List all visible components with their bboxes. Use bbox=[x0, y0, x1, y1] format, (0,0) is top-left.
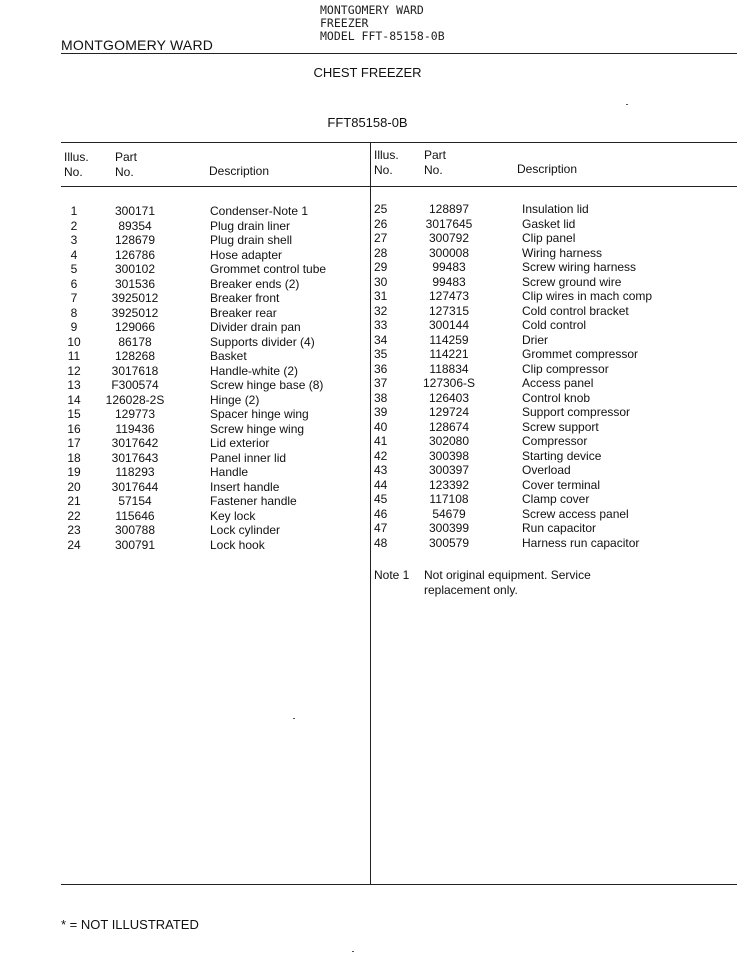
part-description: Compressor bbox=[522, 434, 588, 448]
part-description: Lock cylinder bbox=[210, 523, 281, 537]
part-number: 300399 bbox=[428, 521, 470, 535]
illus-number: 11 bbox=[67, 349, 81, 363]
scan-speck bbox=[626, 104, 628, 105]
part-number: 117108 bbox=[429, 492, 469, 506]
part-description: Breaker front bbox=[210, 291, 280, 305]
illus-number: 48 bbox=[374, 535, 388, 550]
note-label: Note 1 bbox=[374, 568, 410, 582]
part-description: Cover terminal bbox=[522, 477, 601, 492]
illus-number: 17 bbox=[67, 436, 81, 450]
part-number: 128674 bbox=[428, 419, 470, 434]
part-description: Condenser-Note 1 bbox=[210, 204, 309, 218]
illus-number: 19 bbox=[67, 465, 81, 479]
part-description: Screw wiring harness bbox=[522, 260, 637, 274]
part-number: 3017642 bbox=[111, 436, 159, 450]
part-column-left bbox=[100, 204, 170, 552]
illus-number: 2 bbox=[70, 218, 78, 233]
illus-number: 21 bbox=[67, 494, 81, 508]
part-number: 300171 bbox=[114, 204, 156, 218]
illus-number: 27 bbox=[374, 231, 388, 245]
part-number: 126028-2S bbox=[105, 392, 165, 407]
part-number: 3925012 bbox=[111, 291, 159, 305]
illus-number: 9 bbox=[70, 320, 78, 334]
part-number: 300792 bbox=[428, 231, 470, 245]
part-number: 123392 bbox=[428, 477, 470, 492]
part-column-right bbox=[412, 202, 486, 550]
header-description-left: Description bbox=[209, 164, 270, 178]
illus-number: 45 bbox=[374, 492, 388, 506]
part-description: Breaker rear bbox=[210, 305, 277, 320]
description-column-right bbox=[522, 202, 652, 550]
part-number: 3017645 bbox=[425, 216, 473, 231]
illus-number: 31 bbox=[374, 289, 388, 303]
part-number: 300791 bbox=[114, 537, 156, 552]
part-description: Divider drain pan bbox=[210, 320, 301, 334]
part-description: Supports divider (4) bbox=[210, 334, 315, 349]
header-part-no-right: Part No. bbox=[424, 148, 447, 177]
part-number: 99483 bbox=[432, 260, 466, 274]
illus-column-right bbox=[374, 202, 387, 550]
illus-number: 22 bbox=[67, 508, 81, 523]
part-description: Hose adapter bbox=[210, 247, 283, 262]
model-stamp bbox=[320, 4, 445, 43]
illus-number: 12 bbox=[67, 363, 81, 378]
illus-number: 10 bbox=[67, 334, 81, 349]
illus-number: 35 bbox=[374, 347, 388, 361]
part-number: 300144 bbox=[428, 318, 470, 332]
illus-number: 36 bbox=[374, 361, 388, 376]
illus-number: 37 bbox=[374, 376, 388, 390]
table-column-divider bbox=[370, 142, 371, 885]
header-rule bbox=[61, 53, 737, 54]
illus-number: 1 bbox=[70, 204, 78, 218]
illus-number: 24 bbox=[67, 537, 81, 552]
part-number: 118293 bbox=[115, 465, 155, 479]
table-bottom-rule bbox=[61, 884, 737, 885]
part-number: 127473 bbox=[428, 289, 470, 303]
illus-number: 23 bbox=[67, 523, 81, 537]
illus-number: 8 bbox=[70, 305, 78, 320]
illus-number: 7 bbox=[70, 291, 78, 305]
illus-number: 33 bbox=[374, 318, 388, 332]
part-description: Run capacitor bbox=[522, 521, 597, 535]
part-number: 89354 bbox=[118, 218, 152, 233]
illus-number: 42 bbox=[374, 448, 388, 463]
illus-number: 41 bbox=[374, 434, 388, 448]
part-description: Hinge (2) bbox=[210, 392, 260, 407]
part-number: 300788 bbox=[114, 523, 156, 537]
part-description: Key lock bbox=[210, 508, 256, 523]
part-number: 99483 bbox=[432, 274, 466, 289]
header-description-right: Description bbox=[517, 162, 578, 176]
illus-number: 29 bbox=[374, 260, 388, 274]
part-number: 126786 bbox=[114, 247, 156, 262]
part-number: 300397 bbox=[428, 463, 470, 477]
illus-number: 34 bbox=[374, 332, 388, 347]
part-number: 115646 bbox=[115, 508, 155, 523]
illus-number: 25 bbox=[374, 202, 388, 216]
illus-number: 32 bbox=[374, 303, 388, 318]
part-description: Clip wires in mach comp bbox=[522, 289, 653, 303]
part-number: 300102 bbox=[114, 262, 156, 276]
part-number: 57154 bbox=[118, 494, 152, 508]
part-description: Screw access panel bbox=[522, 506, 629, 521]
illus-number: 4 bbox=[70, 247, 78, 262]
part-description: Panel inner lid bbox=[210, 450, 287, 465]
part-description: Clamp cover bbox=[522, 492, 590, 506]
illus-number: 44 bbox=[374, 477, 388, 492]
part-number: 127315 bbox=[428, 303, 470, 318]
illus-number: 20 bbox=[67, 479, 81, 494]
illus-number: 46 bbox=[374, 506, 388, 521]
part-description: Drier bbox=[522, 332, 548, 347]
part-number: 126403 bbox=[428, 390, 470, 405]
illus-number: 40 bbox=[374, 419, 388, 434]
part-description: Lid exterior bbox=[210, 436, 270, 450]
illus-column-left bbox=[60, 204, 88, 552]
table-header-rule bbox=[61, 186, 737, 187]
part-description: Plug drain liner bbox=[210, 218, 291, 233]
part-description: Fastener handle bbox=[210, 494, 297, 508]
part-description: Support compressor bbox=[522, 405, 631, 419]
stamp-brand: MONTGOMERY WARD bbox=[320, 3, 424, 17]
part-number: 127306-S bbox=[422, 376, 476, 390]
illus-number: 13 bbox=[67, 378, 81, 392]
part-description: Harness run capacitor bbox=[522, 535, 640, 550]
part-number: 128268 bbox=[114, 349, 156, 363]
part-description: Clip panel bbox=[522, 231, 576, 245]
illus-number: 5 bbox=[70, 262, 78, 276]
part-description: Lock hook bbox=[210, 537, 265, 552]
header-part-no-left: Part No. bbox=[115, 150, 138, 179]
part-description: Screw hinge wing bbox=[210, 421, 305, 436]
part-number: 114221 bbox=[429, 347, 469, 361]
part-number: 54679 bbox=[432, 506, 466, 521]
part-description: Cold control bbox=[522, 318, 587, 332]
part-description: Cold control bracket bbox=[522, 303, 629, 318]
part-number: 114259 bbox=[429, 332, 469, 347]
part-description: Wiring harness bbox=[522, 245, 603, 260]
part-number: 129773 bbox=[114, 407, 156, 421]
part-description: Spacer hinge wing bbox=[210, 407, 309, 421]
part-description: Grommet compressor bbox=[522, 347, 639, 361]
illus-number: 14 bbox=[67, 392, 81, 407]
scan-speck bbox=[352, 951, 354, 952]
part-description: Insert handle bbox=[210, 479, 280, 494]
part-description: Insulation lid bbox=[522, 202, 589, 216]
part-description: Screw support bbox=[522, 419, 599, 434]
part-description: Gasket lid bbox=[522, 216, 576, 231]
part-description: Screw hinge base (8) bbox=[210, 378, 324, 392]
part-number: 302080 bbox=[428, 434, 470, 448]
stamp-product: FREEZER bbox=[320, 16, 369, 30]
part-number: 301536 bbox=[114, 276, 156, 291]
part-description: Control knob bbox=[522, 390, 591, 405]
part-description: Grommet control tube bbox=[210, 262, 327, 276]
illus-number: 15 bbox=[67, 407, 81, 421]
not-illustrated-legend: * = NOT ILLUSTRATED bbox=[61, 917, 199, 932]
illus-number: 38 bbox=[374, 390, 388, 405]
part-number: 300398 bbox=[428, 448, 470, 463]
part-description: Plug drain shell bbox=[210, 233, 293, 247]
part-number: 128679 bbox=[114, 233, 156, 247]
part-number: 128897 bbox=[428, 202, 470, 216]
illus-number: 26 bbox=[374, 216, 388, 231]
part-number: 3017643 bbox=[111, 450, 159, 465]
illus-number: 30 bbox=[374, 274, 388, 289]
part-number: 119436 bbox=[115, 421, 155, 436]
illus-number: 3 bbox=[70, 233, 78, 247]
part-number: F300574 bbox=[111, 378, 159, 392]
illus-number: 6 bbox=[70, 276, 78, 291]
part-description: Basket bbox=[210, 349, 247, 363]
illus-number: 18 bbox=[67, 450, 81, 465]
brand-title: MONTGOMERY WARD bbox=[61, 37, 214, 53]
stamp-model: MODEL FFT-85158-0B bbox=[320, 29, 445, 43]
part-description: Overload bbox=[522, 463, 571, 477]
scan-speck bbox=[293, 718, 295, 719]
part-description: Screw ground wire bbox=[522, 274, 622, 289]
part-number: 129066 bbox=[114, 320, 156, 334]
part-description: Starting device bbox=[522, 448, 602, 463]
header-illus-no-right: Illus. No. bbox=[374, 148, 399, 177]
note-text: Not original equipment. Service replacement only. bbox=[424, 568, 591, 597]
part-description: Access panel bbox=[522, 376, 594, 390]
part-number: 86178 bbox=[118, 334, 152, 349]
table-top-rule bbox=[61, 142, 737, 143]
description-column-left bbox=[210, 204, 326, 552]
part-number: 300008 bbox=[428, 245, 470, 260]
part-number: 3925012 bbox=[111, 305, 159, 320]
illus-number: 28 bbox=[374, 245, 388, 260]
part-number: 3017644 bbox=[111, 479, 159, 494]
part-description: Breaker ends (2) bbox=[210, 276, 300, 291]
part-description: Handle-white (2) bbox=[210, 363, 299, 378]
illus-number: 43 bbox=[374, 463, 388, 477]
illus-number: 16 bbox=[67, 421, 81, 436]
part-number: 118834 bbox=[429, 361, 469, 376]
model-number: FFT85158-0B bbox=[327, 115, 408, 130]
part-number: 129724 bbox=[428, 405, 470, 419]
document-type: CHEST FREEZER bbox=[313, 65, 422, 80]
part-number: 3017618 bbox=[111, 363, 159, 378]
part-number: 300579 bbox=[428, 535, 470, 550]
part-description: Handle bbox=[210, 465, 249, 479]
header-illus-no-left: Illus. No. bbox=[64, 150, 89, 179]
part-description: Clip compressor bbox=[522, 361, 609, 376]
illus-number: 47 bbox=[374, 521, 388, 535]
illus-number: 39 bbox=[374, 405, 388, 419]
